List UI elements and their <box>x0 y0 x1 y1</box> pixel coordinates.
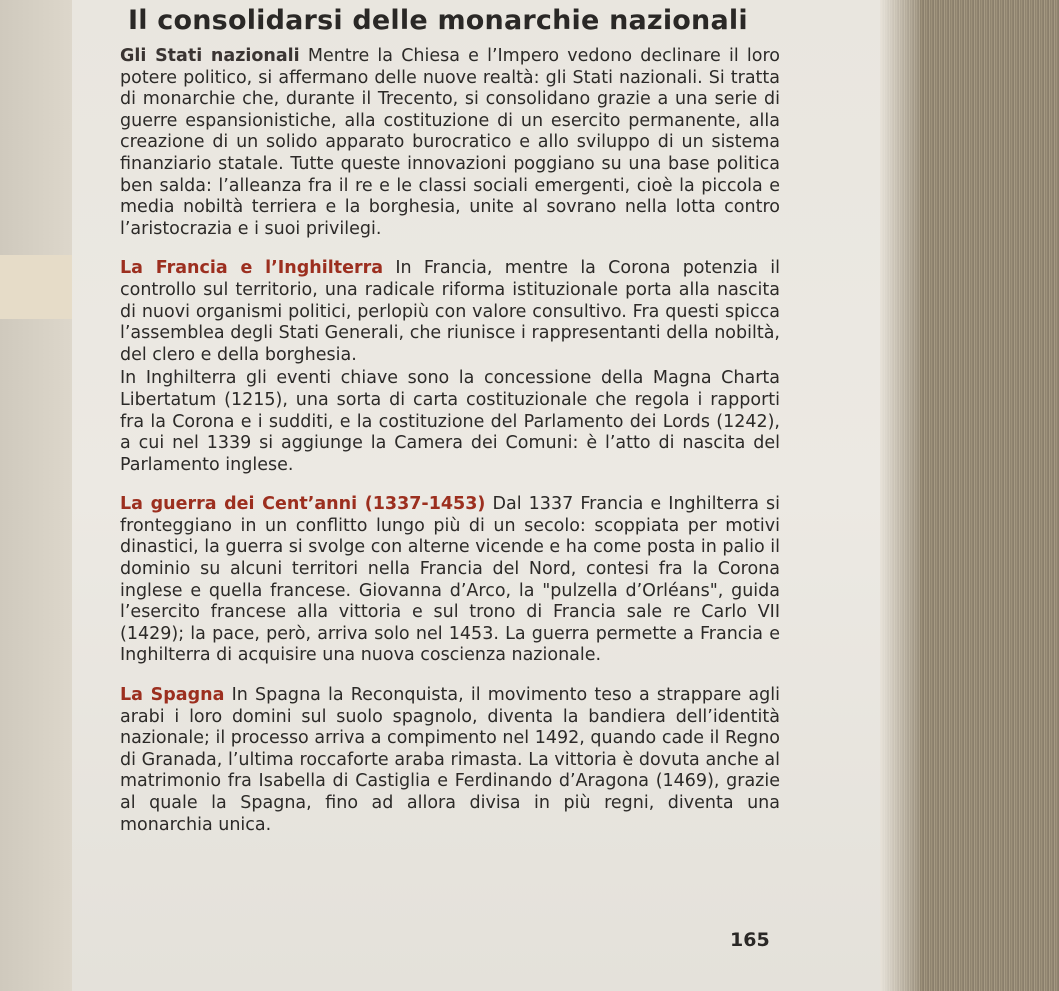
text-spagna: In Spagna la Reconquista, il movimento teso a strappare agli arabi i loro domini sul suolo spagnolo, diventa la bandiera dell’identità nazionale; il processo arriva a compimento nel 1492, quando cade il Regno di Granada, l’ultima roccaforte araba rimasta. La vittoria è dovuta anche al matrimonio fra Isabella di Castiglia e Ferdinando d’Aragona (1469), grazie al quale la Spagna, fino ad allora divisa in più regni, diventa una monarchia unica. <box>120 685 780 835</box>
paragraph-francia-inghilterra <box>120 258 780 366</box>
paragraph-guerra-centanni <box>120 494 780 667</box>
page-edge-shade <box>880 0 920 991</box>
page-title: Il consolidarsi delle monarchie nazionali <box>128 5 748 36</box>
heading-guerra-centanni: La guerra dei Cent’anni (1337-1453) <box>120 494 486 515</box>
previous-page-highlight <box>0 255 72 319</box>
page-number: 165 <box>730 929 770 951</box>
heading-francia-inghilterra: La Francia e l’Inghilterra <box>120 258 384 279</box>
text-inghilterra: In Inghilterra gli eventi chiave sono la concessione della Magna Charta Libertatum (1215), una sorta di carta costituzionale che regola i rapporti fra la Corona e i sudditi, e la costituzione del Parlamento dei Lords (1242), a cui nel 1339 si aggiunge la Camera dei Comuni: è l’atto di nascita del Parlamento inglese. <box>120 368 780 475</box>
text-guerra-centanni: Dal 1337 Francia e Inghilterra si fronteggiano in un conflitto lungo più di un secolo: scoppiata per motivi dinastici, la guerra si svolge con alterne vicende e ha come posta in palio il dominio su alcuni territori nella Francia del Nord, contesi fra la Corona inglese e quella francese. Giovanna d’Arco, la "pulzella d’Orléans", guida l’esercito francese alla vittoria e sul trono di Francia sale re Carlo VII (1429); la pace, però, arriva solo nel 1453. La guerra permette a Francia e Inghilterra di acquisire una nuova coscienza nazionale. <box>120 494 780 666</box>
text-stati-nazionali: Mentre la Chiesa e l’Impero vedono declinare il loro potere politico, si affermano delle nuove realtà: gli Stati nazionali. Si tratta di monarchie che, durante il Trecento, si consolidano grazie a una serie di guerre espansionistiche, alla costituzione di un esercito permanente, alla creazione di un solido apparato burocratico e allo sviluppo di un sistema finanziario statale. Tutte queste innovazioni poggiano su una base politica ben salda: l’alleanza fra il re e le classi sociali emergenti, cioè la piccola e media nobiltà terriera e la borghesia, unite al sovrano nella lotta contro l’aristocrazia e i suoi privilegi. <box>120 46 780 239</box>
page-content <box>120 4 780 854</box>
paragraph-spagna <box>120 685 780 836</box>
paragraph-inghilterra <box>120 368 780 476</box>
heading-spagna: La Spagna <box>120 685 225 706</box>
text-francia: In Francia, mentre la Corona potenzia il controllo sul territorio, una radicale riforma istituzionale porta alla nascita di nuovi organismi politici, perlopiù con valore consultivo. Fra questi spicca l’assemblea degli Stati Generali, che riunisce i rappresentanti della nobiltà, del clero e della borghesia. <box>120 258 781 365</box>
paragraph-stati-nazionali <box>120 46 780 240</box>
heading-stati-nazionali: Gli Stati nazionali <box>120 46 300 66</box>
